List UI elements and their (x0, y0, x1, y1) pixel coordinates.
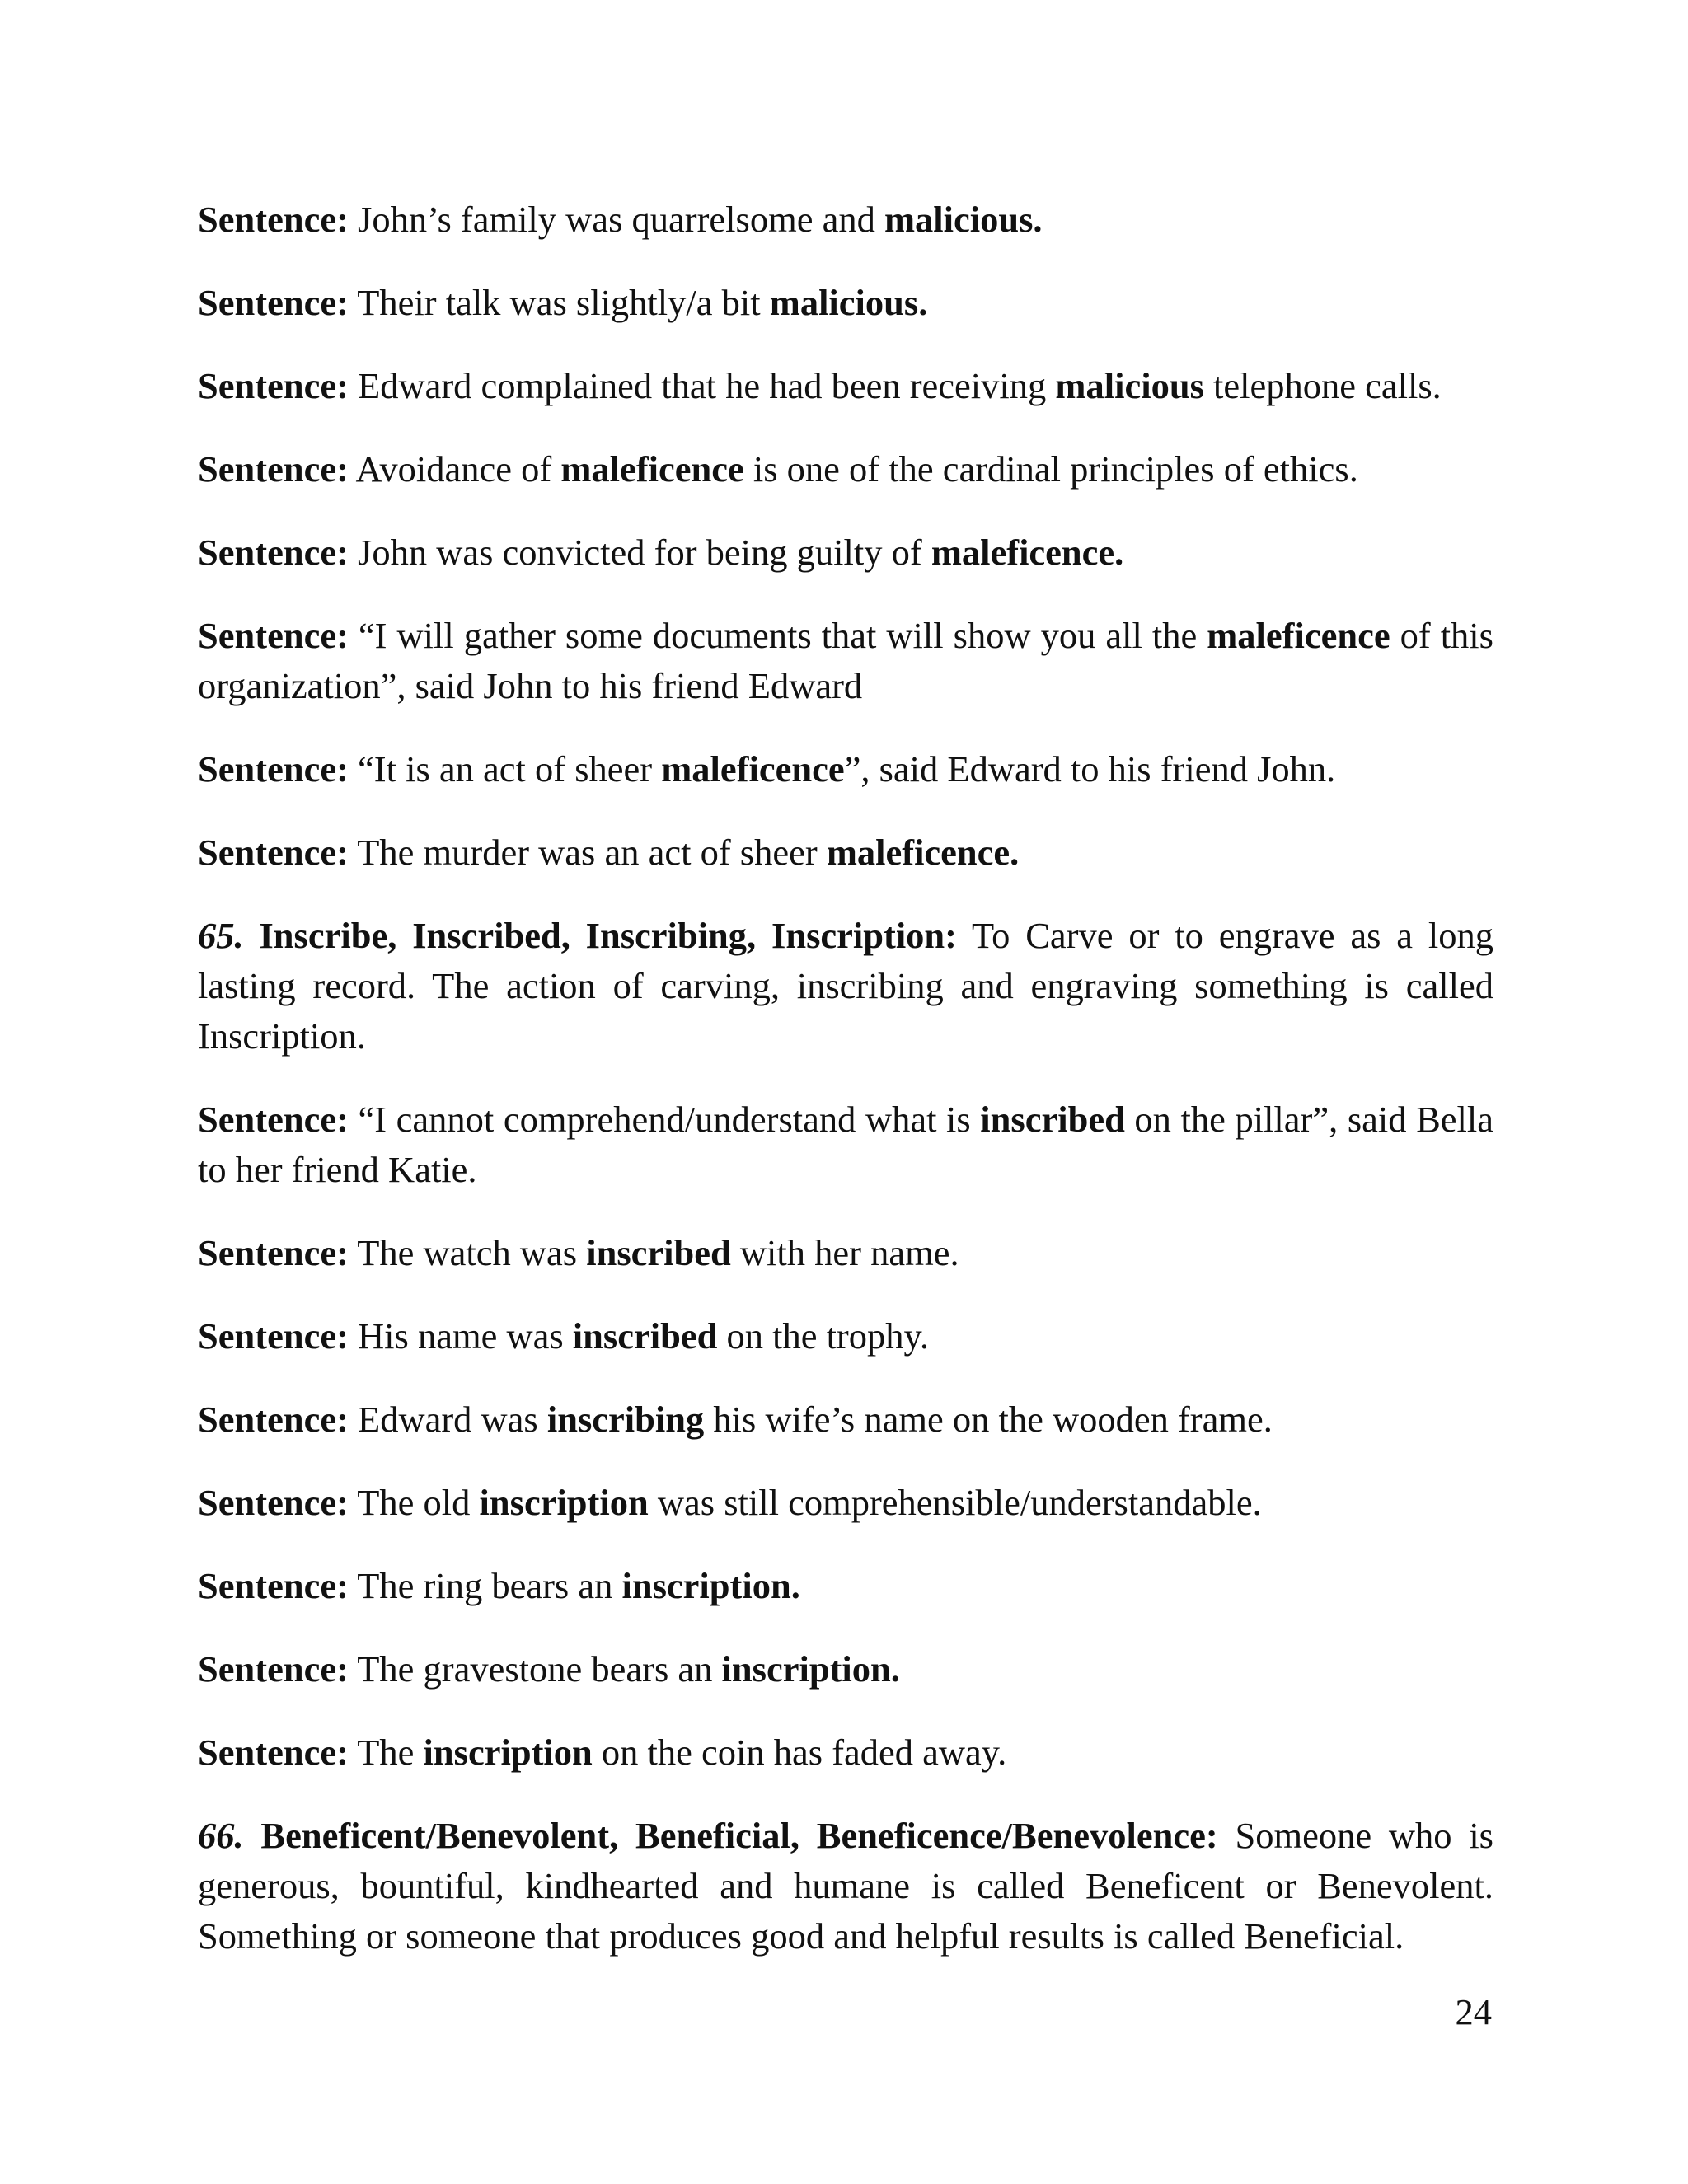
vocabulary-entry (198, 911, 1493, 1062)
text-run: Their talk was slightly/a bit (348, 282, 770, 323)
text-run: on the pillar”, said Bella to her friend Katie. (198, 1099, 1493, 1190)
highlighted-word: inscribed (586, 1232, 731, 1273)
text-run: Avoidance of (348, 448, 561, 490)
highlighted-word: maleficence. (826, 832, 1020, 873)
highlighted-word: maleficence (661, 748, 845, 790)
page-body (198, 194, 1493, 1961)
vocabulary-entry (198, 1811, 1493, 1961)
sentence-label: Sentence: (198, 1399, 349, 1440)
sentence-label: Sentence: (198, 748, 349, 790)
page-number: 24 (1455, 1991, 1492, 2032)
text-run: with her name. (730, 1232, 959, 1273)
highlighted-word: inscription (423, 1732, 593, 1773)
sentence-label: Sentence: (198, 365, 349, 406)
highlighted-word: malicious. (884, 199, 1043, 240)
example-sentence (198, 1311, 1493, 1361)
example-sentence (198, 1561, 1493, 1611)
sentence-label: Sentence: (198, 532, 349, 573)
highlighted-word: maleficence (560, 448, 744, 490)
example-sentence (198, 361, 1493, 411)
entry-terms: Beneficent/Benevolent, Beneficial, Beneficence/Benevolence: (243, 1815, 1218, 1856)
example-sentence (198, 444, 1493, 494)
entry-terms: Inscribe, Inscribed, Inscribing, Inscription: (243, 915, 957, 956)
example-sentence (198, 1727, 1493, 1778)
text-run: Edward was (348, 1399, 547, 1440)
text-run: on the coin has faded away. (592, 1732, 1007, 1773)
highlighted-word: maleficence. (931, 532, 1124, 573)
entry-number: 66. (198, 1815, 244, 1856)
sentence-label: Sentence: (198, 448, 349, 490)
highlighted-word: inscription. (721, 1648, 900, 1690)
example-sentence (198, 1228, 1493, 1278)
example-sentence (198, 827, 1493, 878)
text-run: on the trophy. (717, 1315, 929, 1357)
text-run: of this organization”, said John to his friend Edward (198, 615, 1493, 706)
sentence-label: Sentence: (198, 1648, 349, 1690)
text-run: telephone calls. (1203, 365, 1442, 406)
highlighted-word: inscribed (980, 1099, 1125, 1140)
text-run: The murder was an act of sheer (348, 832, 827, 873)
text-run: Edward complained that he had been receiving (348, 365, 1056, 406)
example-sentence (198, 1394, 1493, 1445)
sentence-label: Sentence: (198, 1482, 349, 1523)
sentence-label: Sentence: (198, 1732, 349, 1773)
sentence-label: Sentence: (198, 615, 349, 656)
highlighted-word: inscribing (546, 1399, 705, 1440)
sentence-label: Sentence: (198, 1232, 349, 1273)
text-run: ”, said Edward to his friend John. (844, 748, 1336, 790)
text-run: To Carve or to engrave as a long lasting record. The action of carving, inscribing and engraving something is called Inscription. (198, 915, 1493, 1057)
highlighted-word: inscription (479, 1482, 649, 1523)
text-run: The gravestone bears an (348, 1648, 722, 1690)
highlighted-word: malicious. (769, 282, 928, 323)
example-sentence (198, 278, 1493, 328)
highlighted-word: maleficence (1207, 615, 1390, 656)
sentence-label: Sentence: (198, 832, 349, 873)
text-run: his wife’s name on the wooden frame. (704, 1399, 1273, 1440)
example-sentence (198, 1644, 1493, 1694)
text-run: His name was (348, 1315, 573, 1357)
example-sentence (198, 1094, 1493, 1195)
example-sentence (198, 194, 1493, 245)
text-run: The (348, 1732, 424, 1773)
example-sentence (198, 611, 1493, 711)
highlighted-word: inscribed (572, 1315, 718, 1357)
example-sentence (198, 744, 1493, 794)
sentence-label: Sentence: (198, 1565, 349, 1606)
text-run: John’s family was quarrelsome and (348, 199, 884, 240)
text-run: The old (348, 1482, 480, 1523)
sentence-label: Sentence: (198, 282, 349, 323)
text-run: is one of the cardinal principles of ethics. (743, 448, 1358, 490)
text-run: “I will gather some documents that will show you all the (348, 615, 1207, 656)
example-sentence (198, 1478, 1493, 1528)
sentence-label: Sentence: (198, 1315, 349, 1357)
sentence-label: Sentence: (198, 199, 349, 240)
text-run: Someone who is generous, bountiful, kindhearted and humane is called Beneficent or Benevolent. Something or someone that produces good and helpful results is called Beneficial. (198, 1815, 1494, 1957)
highlighted-word: inscription. (621, 1565, 800, 1606)
text-run: “I cannot comprehend/understand what is (348, 1099, 981, 1140)
text-run: The ring bears an (348, 1565, 622, 1606)
text-run: John was convicted for being guilty of (348, 532, 931, 573)
sentence-label: Sentence: (198, 1099, 349, 1140)
text-run: was still comprehensible/understandable. (648, 1482, 1262, 1523)
entry-number: 65. (198, 915, 244, 956)
highlighted-word: malicious (1055, 365, 1204, 406)
text-run: The watch was (348, 1232, 587, 1273)
text-run: “It is an act of sheer (348, 748, 662, 790)
example-sentence (198, 527, 1493, 578)
